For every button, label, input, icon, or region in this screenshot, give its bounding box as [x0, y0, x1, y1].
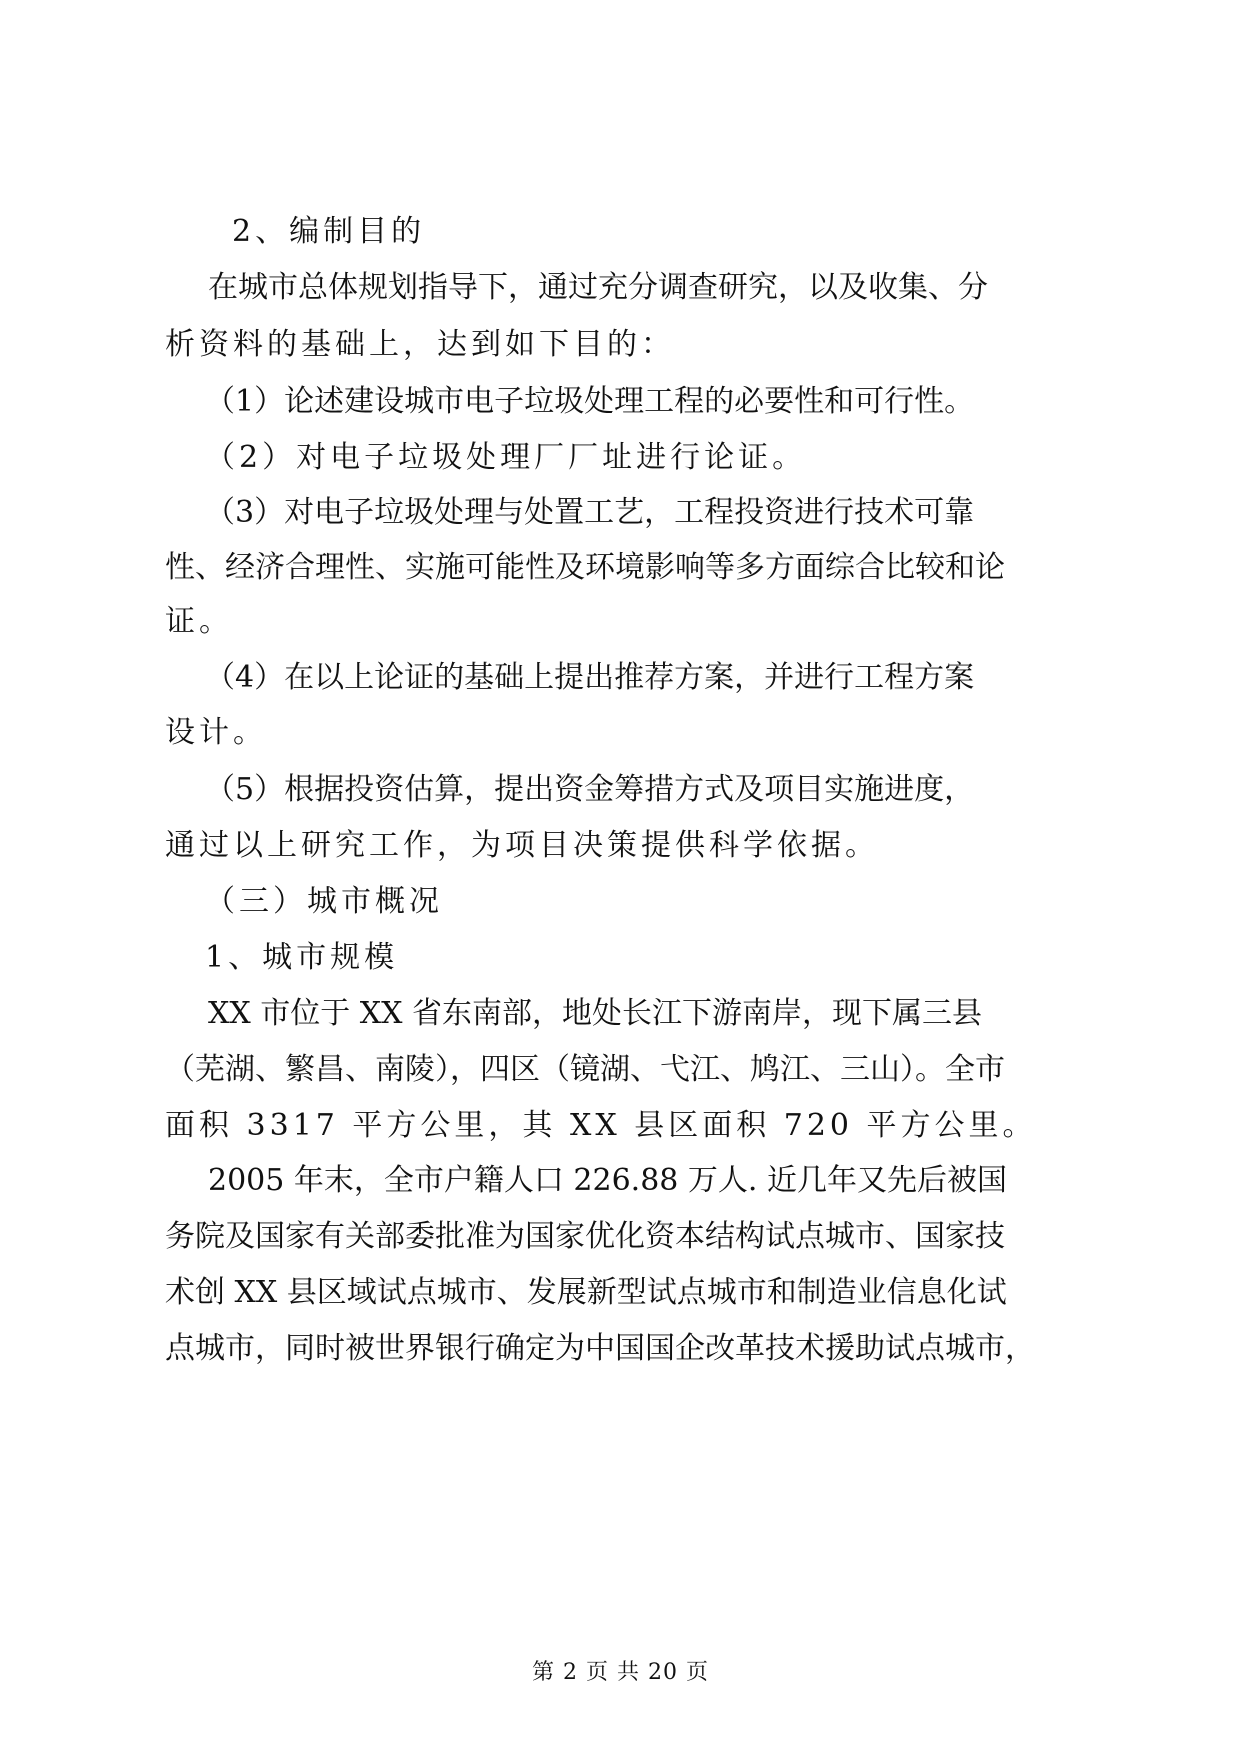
paragraph-line: 在城市总体规划指导下，通过充分调查研究，以及收集、分: [208, 270, 988, 305]
list-item-1: （1）论述建设城市电子垃圾处理工程的必要性和可行性。: [205, 384, 975, 419]
list-item-3: （3）对电子垃圾处理与处置工艺，工程投资进行技术可靠: [205, 495, 975, 530]
list-item-5: （5）根据投资估算，提出资金筹措方式及项目实施进度，: [205, 772, 975, 807]
paragraph-line: 面积 3317 平方公里，其 XX 县区面积 720 平方公里。: [165, 1108, 1037, 1143]
subheading-city-scale: 1、城市规模: [205, 940, 399, 975]
list-item-3-end: 证。: [165, 604, 233, 639]
section-heading-city-overview: （三）城市概况: [205, 884, 443, 919]
list-item-4-end: 设计。: [165, 715, 267, 750]
paragraph-line: 析资料的基础上，达到如下目的：: [165, 327, 675, 362]
paragraph-line: 点城市，同时被世界银行确定为中国国企改革技术援助试点城市，: [165, 1331, 1035, 1366]
paragraph-line: 术创 XX 县区域试点城市、发展新型试点城市和制造业信息化试: [165, 1275, 1007, 1310]
paragraph-line: （芜湖、繁昌、南陵），四区（镜湖、弋江、鸠江、三山）。全市: [165, 1052, 1005, 1087]
paragraph-line: 2005 年末，全市户籍人口 226.88 万人. 近几年又先后被国: [208, 1163, 1007, 1198]
paragraph-line: 务院及国家有关部委批准为国家优化资本结构试点城市、国家技: [165, 1219, 1005, 1254]
heading-compile-purpose: 2、编制目的: [232, 214, 426, 249]
list-item-5-end: 通过以上研究工作，为项目决策提供科学依据。: [165, 828, 879, 863]
page-number-footer: 第 2 页 共 20 页: [532, 1660, 709, 1685]
paragraph-line: XX 市位于 XX 省东南部，地处长江下游南岸，现下属三县: [208, 996, 983, 1031]
list-item-4: （4）在以上论证的基础上提出推荐方案，并进行工程方案: [205, 660, 975, 695]
list-item-3-continued: 性、经济合理性、实施可能性及环境影响等多方面综合比较和论: [165, 550, 1005, 585]
list-item-2: （2）对电子垃圾处理厂厂址进行论证。: [205, 440, 807, 475]
